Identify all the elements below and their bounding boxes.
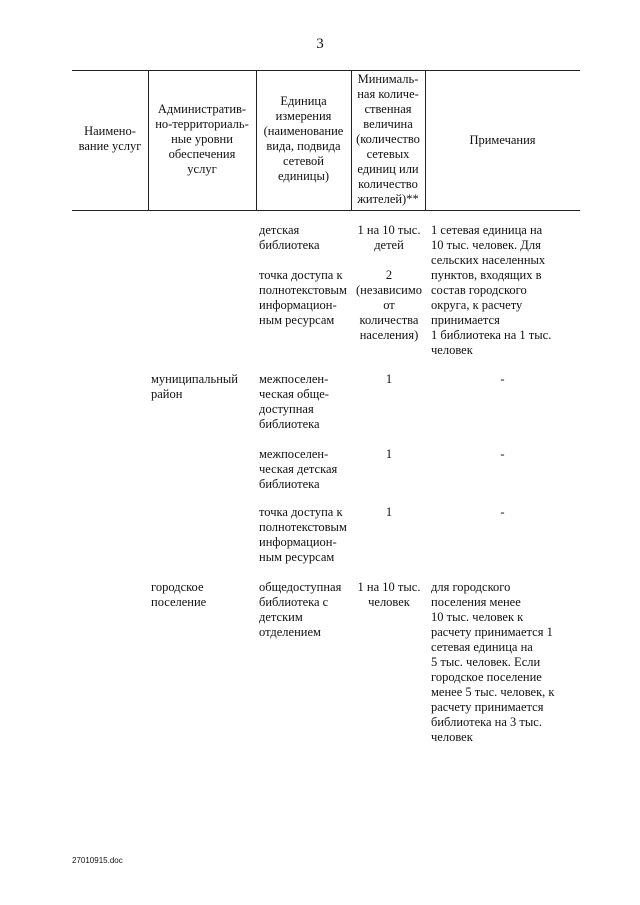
text-line: библиотека с	[259, 595, 329, 609]
text-line: 1	[385, 372, 393, 386]
text-line: услуг	[187, 162, 217, 176]
text-line: единиц или	[357, 162, 419, 176]
text-line: менее 5 тыс. человек, к	[431, 685, 555, 699]
row-district-access-point-note	[425, 505, 580, 520]
row-public-library-note	[431, 580, 555, 745]
text-line: пунктов, входящих в	[431, 268, 542, 282]
text-line: но-территориаль-	[155, 117, 249, 131]
text-line: поселения менее	[431, 595, 521, 609]
text-line: точка доступа к	[259, 268, 343, 282]
text-line: район	[151, 387, 183, 401]
level-urban-settlement	[151, 580, 206, 610]
text-line: доступная	[259, 402, 314, 416]
text-line: обеспечения	[168, 147, 236, 161]
text-line: населения)	[359, 328, 419, 342]
text-line: 10 тыс. человек. Для	[431, 238, 541, 252]
text-line: полнотекстовым	[259, 520, 347, 534]
text-line: единицы)	[277, 169, 330, 183]
text-line: сетевых	[366, 147, 410, 161]
text-line: вида, подвида	[266, 139, 341, 153]
text-line: -	[500, 447, 505, 461]
text-line: 1 сетевая единица на	[431, 223, 543, 237]
text-line: измерения	[275, 109, 332, 123]
row-intersettlement-children-library-unit	[259, 447, 337, 492]
header-service-name	[72, 124, 148, 154]
text-line: межпоселен-	[259, 447, 329, 461]
row-public-library-value	[351, 580, 427, 610]
text-line: ные уровни	[171, 132, 233, 146]
text-line: Административ-	[157, 102, 247, 116]
text-line: 2	[385, 268, 393, 282]
text-line: количество	[358, 177, 418, 191]
text-line: поселение	[151, 595, 207, 609]
text-line: 1	[385, 447, 393, 461]
row-intersettlement-library-unit	[259, 372, 329, 432]
header-unit	[256, 94, 351, 184]
text-line: информацион-	[259, 298, 337, 312]
text-line: сетевой	[282, 154, 324, 168]
header-min-value	[351, 72, 425, 207]
text-line: (независимо	[355, 283, 423, 297]
text-line: ная количе-	[357, 87, 419, 101]
text-line: информацион-	[259, 535, 337, 549]
text-line: межпоселен-	[259, 372, 329, 386]
text-line: жителей)**	[357, 192, 419, 206]
text-line: -	[500, 505, 505, 519]
text-line: 10 тыс. человек к	[431, 610, 524, 624]
text-line: состав городского	[431, 283, 527, 297]
text-line: ственная	[364, 102, 412, 116]
text-line: городское поселение	[431, 670, 542, 684]
text-line: библиотека	[259, 477, 320, 491]
text-line: вание услуг	[78, 139, 142, 153]
text-line: от	[383, 298, 395, 312]
row-district-access-point-value	[351, 505, 427, 520]
row-intersettlement-library-note	[425, 372, 580, 387]
text-line: (наименование	[263, 124, 344, 138]
row-intersettlement-library-value	[351, 372, 427, 387]
text-line: 1 на 10 тыс.	[357, 580, 421, 594]
text-line: муниципальный	[151, 372, 238, 386]
text-line: городское	[151, 580, 204, 594]
text-line: расчету принимается 1	[431, 625, 553, 639]
text-line: принимается	[431, 313, 500, 327]
row-district-access-point-unit	[259, 505, 347, 565]
row-public-library-unit	[259, 580, 341, 640]
text-line: детским	[259, 610, 303, 624]
text-line: Минималь-	[357, 72, 419, 86]
file-name-footer: 27010915.doc	[72, 856, 123, 865]
row-access-point-value	[351, 268, 427, 343]
level-municipal-district	[151, 372, 238, 402]
text-line: Наимено-	[84, 124, 136, 138]
text-line: количества	[359, 313, 419, 327]
text-line: 1 на 10 тыс.	[357, 223, 421, 237]
header-notes	[425, 133, 580, 148]
text-line: округа, к расчету	[431, 298, 523, 312]
text-line: человек	[431, 730, 473, 744]
row-children-library-note	[431, 223, 551, 358]
text-line: ным ресурсам	[259, 313, 335, 327]
row-intersettlement-children-library-value	[351, 447, 427, 462]
text-line: для городского	[431, 580, 511, 594]
row-children-library-value	[351, 223, 427, 253]
text-line: ческая детская	[259, 462, 338, 476]
text-line: ческая обще-	[259, 387, 329, 401]
text-line: Примечания	[469, 133, 536, 147]
text-line: (количество	[356, 132, 420, 146]
text-line: -	[500, 372, 505, 386]
text-line: 1	[385, 505, 393, 519]
text-line: библиотека	[259, 238, 320, 252]
text-line: ным ресурсам	[259, 550, 335, 564]
text-line: 5 тыс. человек. Если	[431, 655, 541, 669]
text-line: Единица	[280, 94, 327, 108]
text-line: детская	[259, 223, 300, 237]
row-access-point-unit	[259, 268, 347, 328]
row-intersettlement-children-library-note	[425, 447, 580, 462]
text-line: сетевая единица на	[431, 640, 533, 654]
text-line: библиотека на 3 тыс.	[431, 715, 542, 729]
text-line: 1 библиотека на 1 тыс.	[431, 328, 552, 342]
text-line: полнотекстовым	[259, 283, 347, 297]
text-line: человек	[368, 595, 410, 609]
header-admin-levels	[148, 102, 256, 177]
text-line: точка доступа к	[259, 505, 343, 519]
row-children-library-unit	[259, 223, 320, 253]
text-line: величина	[363, 117, 413, 131]
text-line: детей	[374, 238, 404, 252]
text-line: сельских населенных	[431, 253, 546, 267]
text-line: расчету принимается	[431, 700, 544, 714]
text-line: человек	[431, 343, 473, 357]
text-line: общедоступная	[259, 580, 342, 594]
text-line: библиотека	[259, 417, 320, 431]
text-line: отделением	[259, 625, 321, 639]
page-number: 3	[316, 36, 324, 52]
